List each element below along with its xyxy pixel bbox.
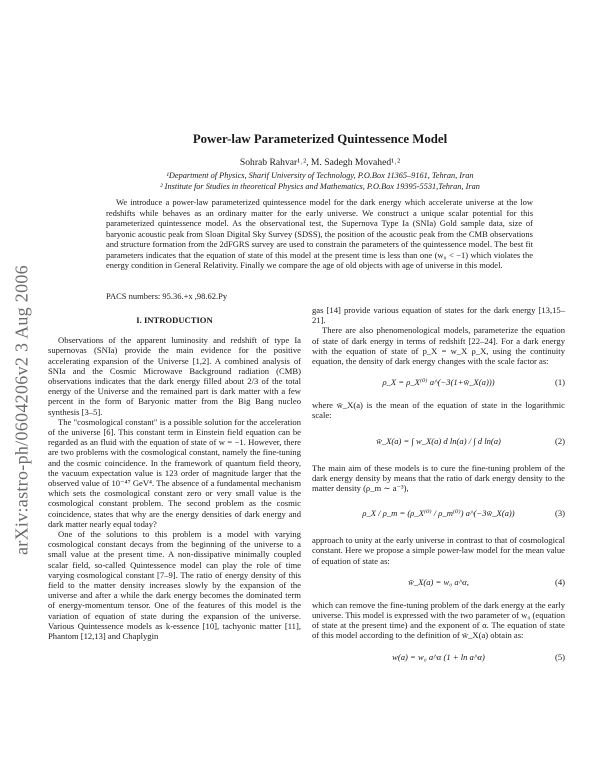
authors: Sohrab Rahvar¹˒², M. Sadegh Movahed¹˒²	[239, 157, 401, 168]
equation-number: (3)	[554, 508, 565, 519]
affiliation-1: ¹Department of Physics, Sharif University of Technology, P.O.Box 11365–9161, Tehran, Iran	[166, 171, 474, 180]
affiliation-2: ² Institute for Studies in theoretical Physics and Mathematics, P.O.Box 19395-5531,Tehran, Iran	[160, 182, 480, 191]
abstract	[106, 197, 533, 271]
equation-body: w(a) = w₀ a^α (1 + ln a^α)	[392, 651, 485, 662]
paragraph: One of the solutions to this problem is a model with varying cosmological constant decays from the beginning of the universe to a small value at the present time. A non-dissipative minimally coupled scalar field, so-called Quintessence model can play the role of time varying cosmological constant [7–9]. The ratio of energy density of this field to the matter density increases slowly by the expansion of the universe and after a while the dark energy becomes the dominated term of energy-momentum tensor. One of the features of this model is the variation of equation of state during the expansion of the universe. Various Quintessence models as k-essence [10], tachyonic matter [11], Phantom [12,13] and Chaplygin	[48, 529, 301, 642]
equation-number: (2)	[554, 435, 565, 446]
paragraph: approach to unity at the early universe in contrast to that of cosmological constant. Here we propose a simple power-law model for the mean value of equation of state as:	[312, 535, 565, 566]
arxiv-id: arXiv:astro-ph/0604206v2 3 Aug 2006	[11, 265, 32, 555]
equation-number: (4)	[554, 576, 565, 587]
abstract-text: We introduce a power-law parameterized quintessence model for the dark energy which accelerate universe at the low redshifts while behaves as an ordinary matter for the early universe. We construct a unique scalar potential for this parameterized quintessence model. As the observational test, the Supernova Type Ia (SNIa) Gold sample data, size of baryonic acoustic peak from Sloan Digital Sky Survey (SDSS), the position of the acoustic peak from the CMB observations and structure formation from the 2dFGRS survey are used to constrain the parameters of the quintessence model. The best fit parameters indicates that the equation of state of this model at the present time is less than one (w₀ < −1) which violates the energy condition in General Relativity. Finally we compare the age of old objects with age of universe in this model.	[106, 197, 533, 271]
equation-1	[312, 372, 565, 394]
equation-number: (5)	[554, 651, 565, 662]
equation-body: ρ_X = ρ_X⁽⁰⁾ a^(−3(1+w̄_X(a)))	[382, 377, 495, 388]
equation-body: w̄_X(a) = w₀ a^α,	[408, 576, 469, 587]
paragraph: which can remove the fine-tuning problem of the dark energy at the early universe. This model is expressed with the two parameter of w₀ (equation of state at the present time) and the exponent of α. The equation of state of this model according to the definition of w̄_X(a) obtain as:	[312, 599, 565, 641]
equation-body: ρ_X / ρ_m = (ρ_X⁽⁰⁾ / ρ_m⁽⁰⁾) a^(−3w̄_X(a))	[362, 508, 515, 519]
equation-5	[312, 647, 565, 669]
equation-4	[312, 572, 565, 594]
arxiv-sidebar-stamp	[0, 210, 44, 610]
pacs-numbers: PACS numbers: 95.36.+x ,98.62.Py	[106, 291, 228, 301]
paragraph: Observations of the apparent luminosity and redshift of type Ia supernovas (SNIa) provide the main evidence for the positive accelerating expansion of the Universe [1,2]. A combined analysis of SNIa and the Cosmic Microwave Background radiation (CMB) observations indicates that the dark energy filled about 2/3 of the total energy of the Universe and the remained part is dark matter with a few percent in the form of Baryonic matter from the Big Bang nucleo synthesis [3–5].	[48, 335, 301, 417]
paragraph: where w̄_X(a) is the mean of the equation of state in the logarithmic scale:	[312, 400, 565, 421]
right-column	[312, 305, 565, 675]
paragraph: There are also phenomenological models, parameterize the equation of state of dark energy in terms of redshift [22–24]. For a dark energy with the equation of state of p_X = w_X ρ_X, using the continuity equation, the density of dark energy changes with the scale factor as:	[312, 325, 565, 367]
section-heading: I. INTRODUCTION	[136, 315, 213, 325]
paragraph: The main aim of these models is to cure the fine-tuning problem of the dark energy density by means that the ratio of dark energy density to the matter density (ρ_m ∼ a⁻³),	[312, 462, 565, 494]
equation-2	[312, 427, 565, 457]
equation-3	[312, 499, 565, 529]
left-column	[48, 305, 301, 641]
paper-title: Power-law Parameterized Quintessence Model	[192, 132, 448, 146]
equation-body: w̄_X(a) = ∫ w_X(a) d ln(a) / ∫ d ln(a)	[376, 435, 501, 446]
equation-number: (1)	[554, 377, 565, 388]
paragraph: gas [14] provide various equation of states for the dark energy [13,15–21].	[312, 305, 565, 326]
paragraph: The "cosmological constant" is a possible solution for the acceleration of the universe [6]. This constant term in Einstein field equation can be regarded as an fluid with the equation of state of w = −1. However, there are two problems with the cosmological constant, namely the fine-tuning and the cosmic coincidence. In the framework of quantum field theory, the vacuum expectation value is 123 order of magnitude larger that the observed value of 10⁻⁴⁷ GeV⁴. The absence of a fundamental mechanism which sets the cosmological constant zero or very small value is the cosmological constant problem. The second problem as the cosmic coincidence, states that why are the energy densities of dark energy and dark matter nearly equal today?	[48, 416, 301, 529]
